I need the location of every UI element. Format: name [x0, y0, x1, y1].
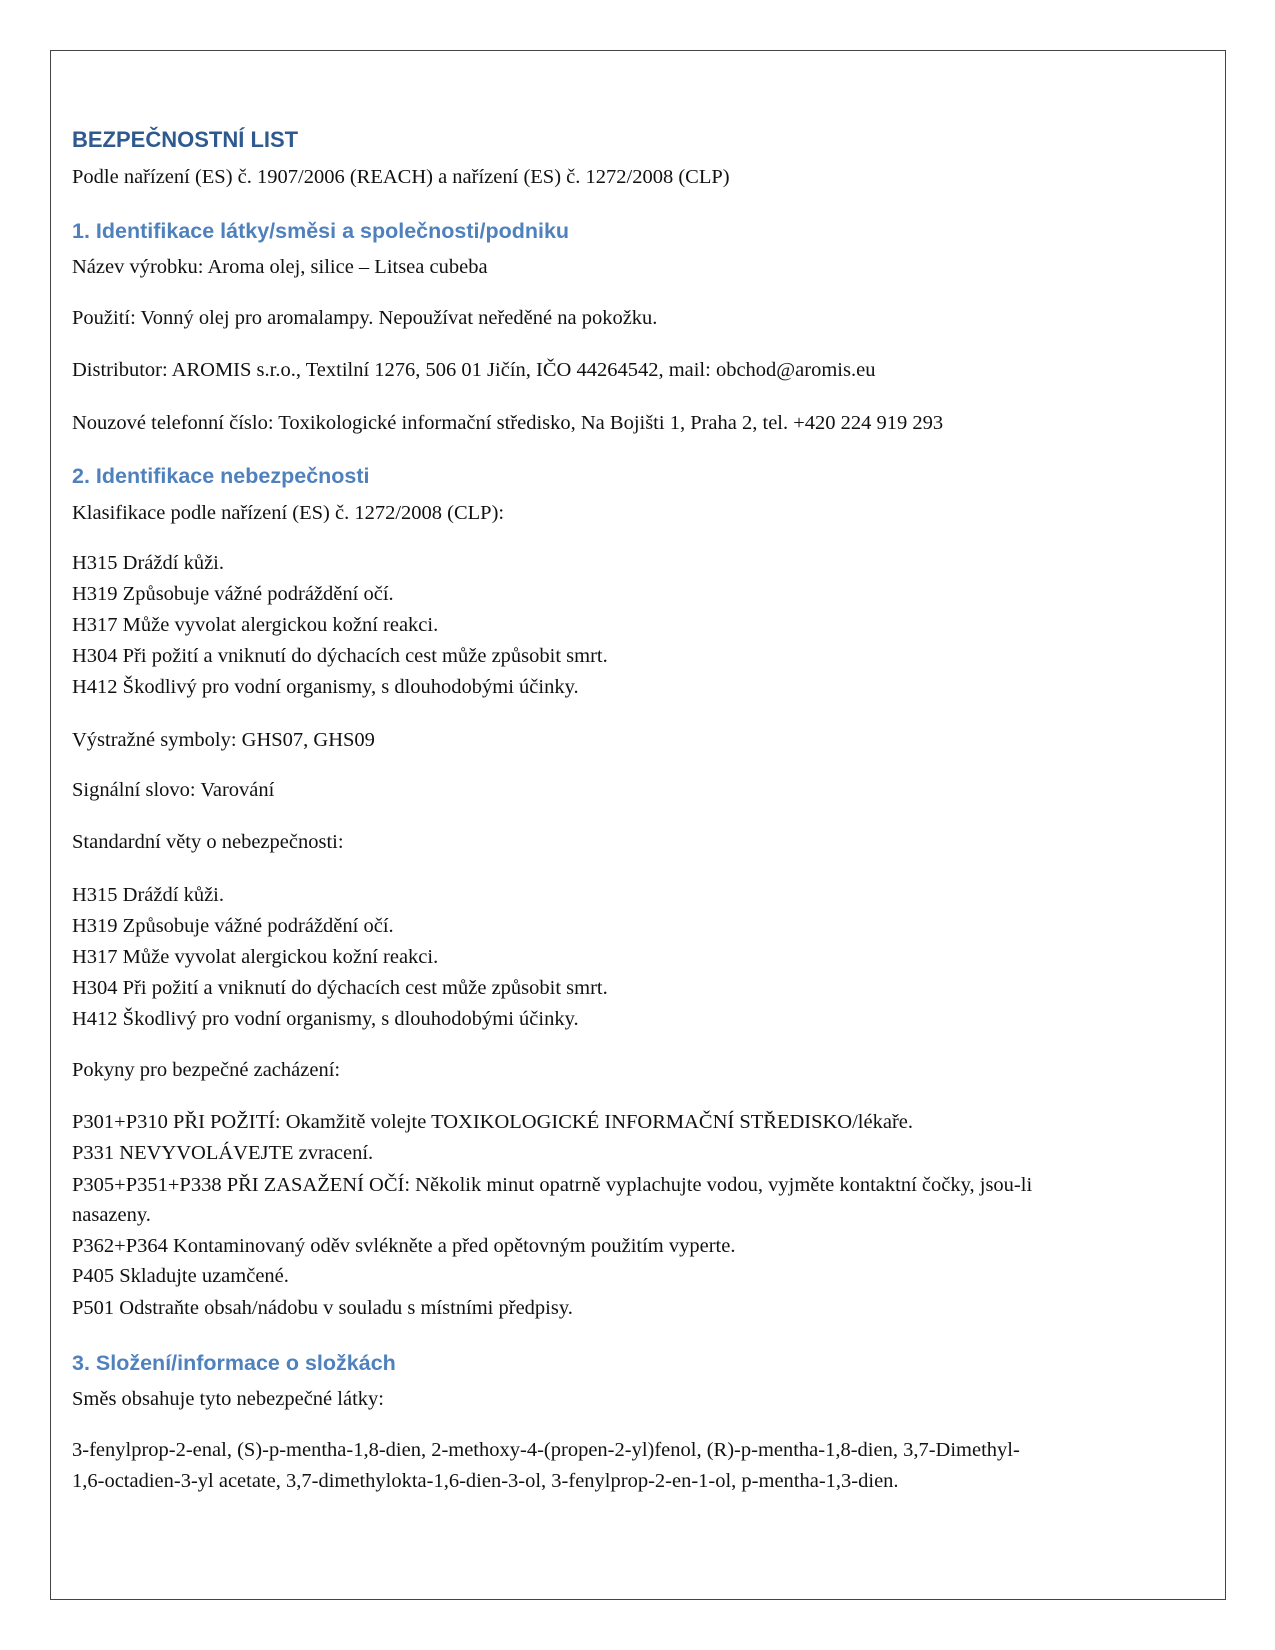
hazard-statement: H317 Může vyvolat alergickou kožní reakci.	[72, 946, 439, 968]
precautionary-statement: P301+P310 PŘI POŽITÍ: Okamžitě volejte TOXIKOLOGICKÉ INFORMAČNÍ STŘEDISKO/lékaře.	[72, 1111, 913, 1133]
precautionary-statement: P305+P351+P338 PŘI ZASAŽENÍ OČÍ: Několik minut opatrně vyplachujte vodou, vyjměte kontaktní čočky, jsou-li	[72, 1174, 1033, 1196]
classification-item: H319 Způsobuje vážné podráždění očí.	[72, 583, 394, 605]
section-2-heading: 2. Identifikace nebezpečnosti	[72, 464, 370, 488]
document-subtitle: Podle nařízení (ES) č. 1907/2006 (REACH) a nařízení (ES) č. 1272/2008 (CLP)	[72, 166, 730, 188]
signal-word: Signální slovo: Varování	[72, 779, 275, 801]
emergency-phone: Nouzové telefonní číslo: Toxikologické informační středisko, Na Bojišti 1, Praha 2, tel. +420 224 919 293	[72, 412, 944, 434]
precautionary-statement: P331 NEVYVOLÁVEJTE zvracení.	[72, 1142, 374, 1164]
warning-symbols: Výstražné symboly: GHS07, GHS09	[72, 729, 375, 751]
precautionary-label: Pokyny pro bezpečné zacházení:	[72, 1059, 341, 1081]
classification-item: H304 Při požití a vniknutí do dýchacích cest může způsobit smrt.	[72, 645, 608, 667]
distributor: Distributor: AROMIS s.r.o., Textilní 1276, 506 01 Jičín, IČO 44264542, mail: obchod@aromis.eu	[72, 359, 876, 381]
product-name: Název výrobku: Aroma olej, silice – Litsea cubeba	[72, 256, 488, 278]
document-title: BEZPEČNOSTNÍ LIST	[72, 127, 299, 152]
hazard-statements-label: Standardní věty o nebezpečnosti:	[72, 831, 344, 853]
section-1-heading: 1. Identifikace látky/směsi a společnosti/podniku	[72, 219, 570, 243]
hazard-statement: H304 Při požití a vniknutí do dýchacích cest může způsobit smrt.	[72, 977, 608, 999]
hazard-statement: H315 Dráždí kůži.	[72, 884, 224, 906]
precautionary-statement-continued: nasazeny.	[72, 1204, 151, 1226]
precautionary-statement: P405 Skladujte uzamčené.	[72, 1265, 289, 1287]
classification-item: H317 Může vyvolat alergickou kožní reakci.	[72, 614, 439, 636]
hazard-statement: H412 Škodlivý pro vodní organismy, s dlouhodobými účinky.	[72, 1008, 579, 1030]
substances-list: 3-fenylprop-2-enal, (S)-p-mentha-1,8-dien, 2-methoxy-4-(propen-2-yl)fenol, (R)-p-mentha-1,8-dien, 3,7-Dimethyl-	[72, 1439, 1020, 1461]
substances-list-continued: 1,6-octadien-3-yl acetate, 3,7-dimethylokta-1,6-dien-3-ol, 3-fenylprop-2-en-1-ol, p-mentha-1,3-dien.	[72, 1470, 899, 1492]
precautionary-statement: P362+P364 Kontaminovaný oděv svlékněte a před opětovným použitím vyperte.	[72, 1235, 736, 1257]
section-3-heading: 3. Složení/informace o složkách	[72, 1351, 396, 1375]
classification-label: Klasifikace podle nařízení (ES) č. 1272/2008 (CLP):	[72, 502, 505, 524]
composition-intro: Směs obsahuje tyto nebezpečné látky:	[72, 1388, 384, 1410]
classification-item: H412 Škodlivý pro vodní organismy, s dlouhodobými účinky.	[72, 676, 579, 698]
precautionary-statement: P501 Odstraňte obsah/nádobu v souladu s místními předpisy.	[72, 1297, 573, 1319]
hazard-statement: H319 Způsobuje vážné podráždění očí.	[72, 915, 394, 937]
classification-item: H315 Dráždí kůži.	[72, 552, 224, 574]
product-use: Použití: Vonný olej pro aromalampy. Nepoužívat neředěné na pokožku.	[72, 307, 658, 329]
